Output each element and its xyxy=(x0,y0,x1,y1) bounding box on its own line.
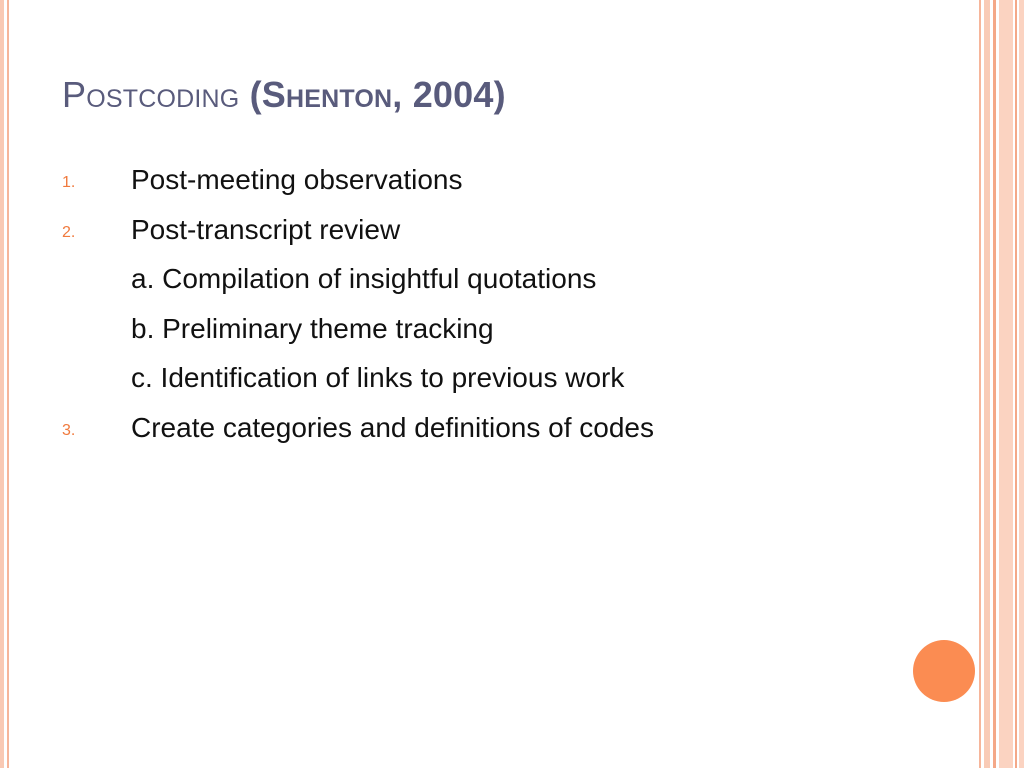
left-border-strip xyxy=(0,0,4,768)
list-subitem-text: a. Compilation of insightful quotations xyxy=(131,263,597,294)
list-number: 1. xyxy=(62,174,76,191)
list-item-text: Create categories and definitions of codes xyxy=(131,411,654,443)
numbered-list xyxy=(62,160,962,457)
list-subitem-text: c. Identification of links to previous work xyxy=(131,362,625,393)
right-border-line xyxy=(979,0,981,768)
slide-title xyxy=(62,74,506,116)
list-item-text: Post-meeting observations xyxy=(131,164,463,195)
accent-circle xyxy=(913,640,975,702)
list-item xyxy=(62,160,962,210)
list-subitem xyxy=(62,358,962,408)
title-word: Postcoding xyxy=(62,74,240,115)
right-border-line xyxy=(993,0,996,768)
right-border-strip xyxy=(1019,0,1024,768)
list-item-text: Post-transcript review xyxy=(131,213,401,245)
list-subitem xyxy=(62,259,962,309)
list-number: 3. xyxy=(62,421,76,439)
list-item xyxy=(62,408,962,458)
list-subitem xyxy=(62,309,962,359)
list-subitem-text: b. Preliminary theme tracking xyxy=(131,312,494,344)
list-number: 2. xyxy=(62,223,76,241)
right-border-strip xyxy=(999,0,1013,768)
right-border-line xyxy=(1015,0,1017,768)
title-citation: (Shenton, 2004) xyxy=(249,74,506,115)
left-border-line xyxy=(7,0,9,768)
list-item xyxy=(62,210,962,260)
right-border-strip xyxy=(984,0,990,768)
